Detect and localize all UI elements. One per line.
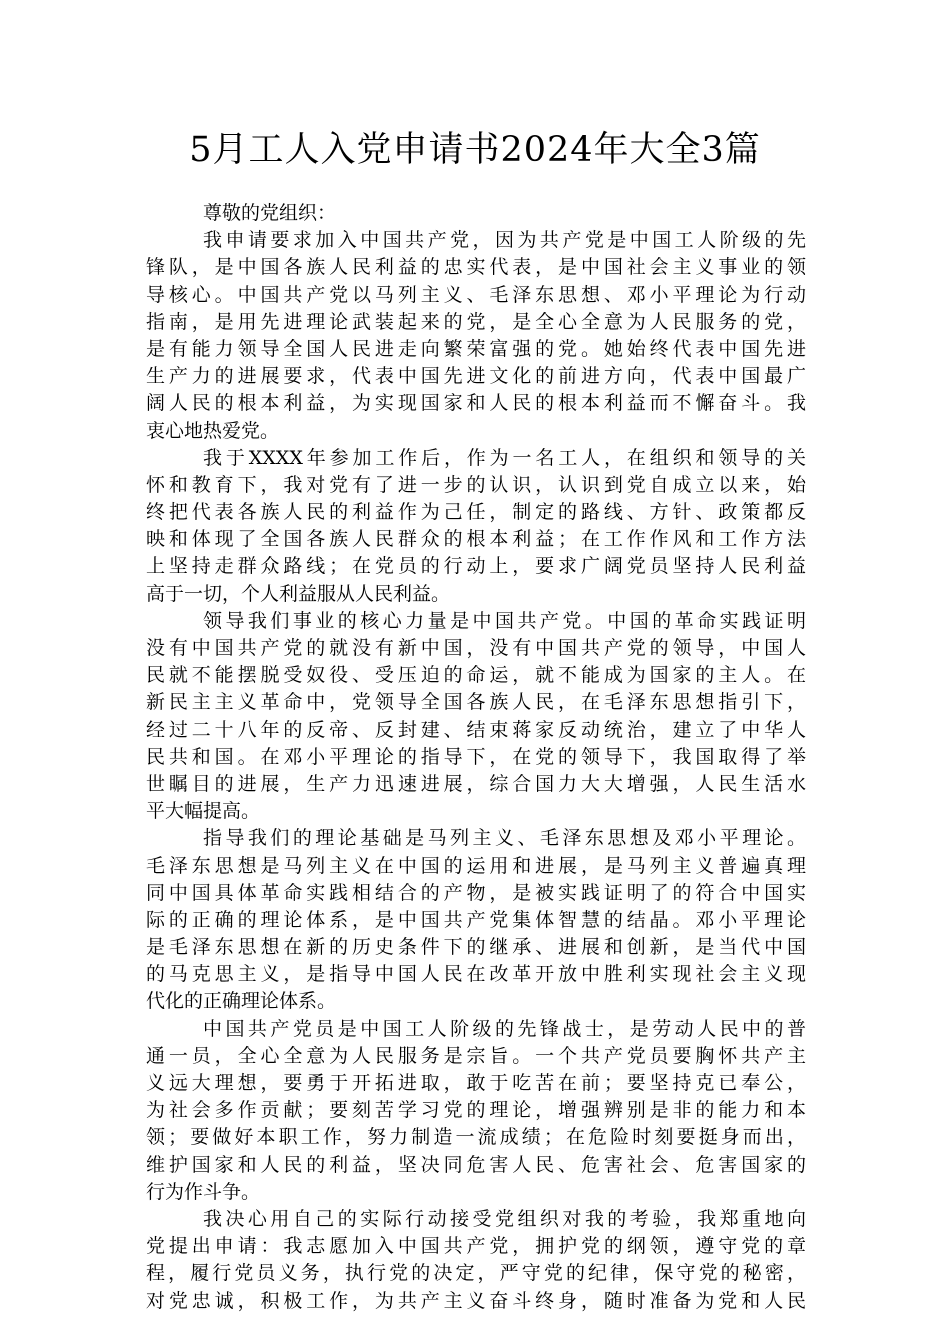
- paragraph-line: 通一员，全心全意为人民服务是宗旨。一个共产党员要胸怀共产主: [146, 1044, 806, 1067]
- paragraph-first-line: 尊敬的党组织：: [203, 202, 337, 224]
- paragraph-first-line: 我于XXXX年参加工作后，作为一名工人，在组织和领导的关: [203, 446, 806, 469]
- paragraph-first-line: 我申请要求加入中国共产党，因为共产党是中国工人阶级的先: [203, 229, 806, 252]
- document-body: [146, 200, 806, 1315]
- paragraph-line: 际的正确的理论体系，是中国共产党集体智慧的结晶。邓小平理论: [146, 908, 806, 931]
- paragraph-first-line: 指导我们的理论基础是马列主义、毛泽东思想及邓小平理论。: [203, 827, 806, 850]
- paragraph-line: 阔人民的根本利益，为实现国家和人民的根本利益而不懈奋斗。我: [146, 392, 806, 415]
- paragraph-line: 是有能力领导全国人民进走向繁荣富强的党。她始终代表中国先进: [146, 337, 806, 360]
- paragraph-line: 平大幅提高。: [146, 800, 261, 823]
- paragraph-first-line: 我决心用自己的实际行动接受党组织对我的考验，我郑重地向: [203, 1207, 806, 1230]
- paragraph-line: 为社会多作贡献；要刻苦学习党的理论，增强辨别是非的能力和本: [146, 1099, 806, 1122]
- paragraph-line: 代化的正确理论体系。: [146, 990, 337, 1013]
- paragraph-line: 世瞩目的进展，生产力迅速进展，综合国力大大增强，人民生活水: [146, 772, 806, 795]
- paragraph-line: 新民主主义革命中，党领导全国各族人民，在毛泽东思想指引下，: [146, 691, 806, 714]
- paragraph-line: 维护国家和人民的利益，坚决同危害人民、危害社会、危害国家的: [146, 1153, 806, 1176]
- paragraph-line: 党提出申请：我志愿加入中国共产党，拥护党的纲领，遵守党的章: [146, 1235, 806, 1258]
- paragraph-line: 终把代表各族人民的利益作为己任，制定的路线、方针、政策都反: [146, 501, 806, 524]
- paragraph-line: 对党忠诚，积极工作，为共产主义奋斗终身，随时准备为党和人民: [146, 1289, 806, 1312]
- paragraph-line: 没有中国共产党的就没有新中国，没有中国共产党的领导，中国人: [146, 637, 806, 659]
- paragraph-line: 映和体现了全国各族人民群众的根本利益；在工作作风和工作方法: [146, 528, 806, 551]
- paragraph-line: 民共和国。在邓小平理论的指导下，在党的领导下，我国取得了举: [146, 745, 806, 768]
- paragraph-line: 经过二十八年的反帝、反封建、结束蒋家反动统治，建立了中华人: [146, 718, 806, 741]
- paragraph-line: 毛泽东思想是马列主义在中国的运用和进展，是马列主义普遍真理: [146, 854, 806, 877]
- paragraph-line: 程，履行党员义务，执行党的决定，严守党的纪律，保守党的秘密，: [146, 1262, 806, 1285]
- paragraph-first-line: 领导我们事业的核心力量是中国共产党。中国的革命实践证明: [203, 609, 806, 632]
- paragraph-line: 义远大理想，要勇于开拓进取，敢于吃苦在前；要坚持克已奉公，: [146, 1072, 806, 1094]
- paragraph-line: 领；要做好本职工作，努力制造一流成绩；在危险时刻要挺身而出，: [146, 1126, 806, 1149]
- paragraph-line: 怀和教育下，我对党有了进一步的认识，认识到党自成立以来，始: [146, 473, 806, 496]
- paragraph-line: 指南，是用先进理论武装起来的党，是全心全意为人民服务的党，: [146, 310, 806, 333]
- paragraph-line: 的马克思主义，是指导中国人民在改革开放中胜利实现社会主义现: [146, 963, 806, 986]
- paragraph-line: 锋队，是中国各族人民利益的忠实代表，是中国社会主义事业的领: [146, 256, 806, 279]
- paragraph-line: 是毛泽东思想在新的历史条件下的继承、进展和创新，是当代中国: [146, 936, 806, 959]
- paragraph-line: 行为作斗争。: [146, 1180, 261, 1203]
- paragraph-line: 上坚持走群众路线；在党员的行动上，要求广阔党员坚持人民利益: [146, 555, 806, 578]
- paragraph-first-line: 中国共产党员是中国工人阶级的先锋战士，是劳动人民中的普: [203, 1017, 806, 1040]
- paragraph-line: 衷心地热爱党。: [146, 419, 280, 442]
- paragraph-line: 民就不能摆脱受奴役、受压迫的命运，就不能成为国家的主人。在: [146, 664, 806, 687]
- paragraph-line: 同中国具体革命实践相结合的产物，是被实践证明了的符合中国实: [146, 881, 806, 904]
- paragraph-line: 导核心。中国共产党以马列主义、毛泽东思想、邓小平理论为行动: [146, 283, 806, 306]
- paragraph-line: 高于一切，个人利益服从人民利益。: [146, 582, 451, 605]
- paragraph-line: 生产力的进展要求，代表中国先进文化的前进方向，代表中国最广: [146, 365, 806, 388]
- document-title: 5月工人入党申请书2024年大全3篇: [189, 130, 761, 170]
